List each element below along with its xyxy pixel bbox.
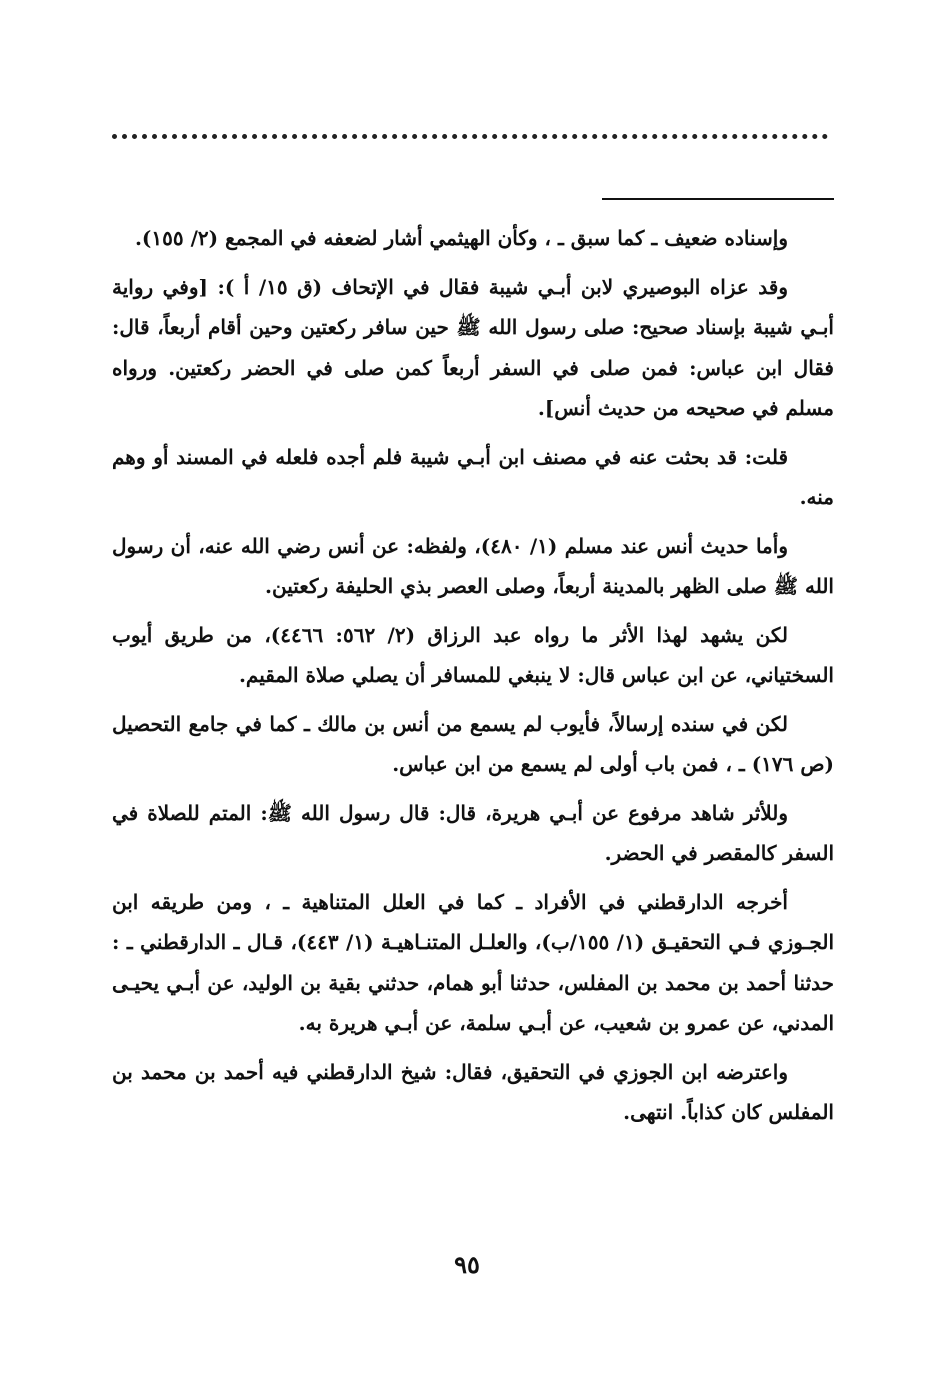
paragraph: وأما حديث أنس عند مسلم (١/ ٤٨٠)، ولفظه: عن أنس رضي الله عنه، أن رسول الله ﷺ صلى الظهر بالمدينة أربعاً، وصلى العصر بذي الحليفة ركعتين.: [112, 533, 834, 598]
paragraph: واعترضه ابن الجوزي في التحقيق، فقال: شيخ الدارقطني فيه أحمد بن محمد بن المفلس كان كذاباً. انتهى.: [112, 1059, 834, 1124]
page-body: [112, 218, 834, 1141]
paragraph: قلت: قد بحثت عنه في مصنف ابن أبـي شيبة فلم أجده فلعله في المسند أو وهم منه.: [112, 444, 834, 509]
paragraph: وإسناده ضعيف ـ كما سبق ـ ، وكأن الهيثمي أشار لضعفه في المجمع (٢/ ١٥٥).: [134, 226, 788, 250]
paragraph: وللأثر شاهد مرفوع عن أبـي هريرة، قال: قال رسول الله ﷺ: المتم للصلاة في السفر كالمقصر في الحضر.: [112, 800, 834, 865]
short-rule: [602, 198, 834, 200]
paragraph: لكن يشهد لهذا الأثر ما رواه عبد الرزاق (٢/ ٥٦٢: ٤٤٦٦)، من طريق أيوب السختياني، عن ابن عباس قال: لا ينبغي للمسافر أن يصلي صلاة المقيم.: [112, 622, 834, 687]
page-number: ٩٥: [454, 1250, 480, 1279]
paragraph: لكن في سنده إرسالاً، فأيوب لم يسمع من أنس بن مالك ـ كما في جامع التحصيل (ص ١٧٦) ـ ، فمن باب أولى لم يسمع من ابن عباس.: [112, 711, 834, 776]
paragraph: أخرجه الدارقطني في الأفراد ـ كما في العلل المتناهية ـ ، ومن طريقه ابن الجـوزي فـي التحقيـق (١/ ١٥٥/ب)، والعلـل المتنـاهيـة (١/ ٤٤٣)، قـال ـ الدارقطني ـ : حدثنا أحمد بن محمد بن المفلس، حدثنا أبو همام، حدثني بقية بن الوليد، عن أبـي يحيـى المدني، عن عمرو بن شعيب، عن أبـي سلمة، عن أبـي هريرة به.: [112, 889, 834, 1035]
paragraph: وقد عزاه البوصيري لابن أبـي شيبة فقال في الإتحاف (ق ١٥/ أ ): [وفي رواية أبـي شيبة بإسناد صحيح: صلى رسول الله ﷺ حين سافر ركعتين وحين أقام أربعاً، قال: فقال ابن عباس: فمن صلى في السفر أربعاً كمن صلى في الحضر ركعتين. ورواه مسلم في صحيحه من حديث أنس].: [112, 274, 834, 420]
dotted-separator: [112, 134, 828, 139]
